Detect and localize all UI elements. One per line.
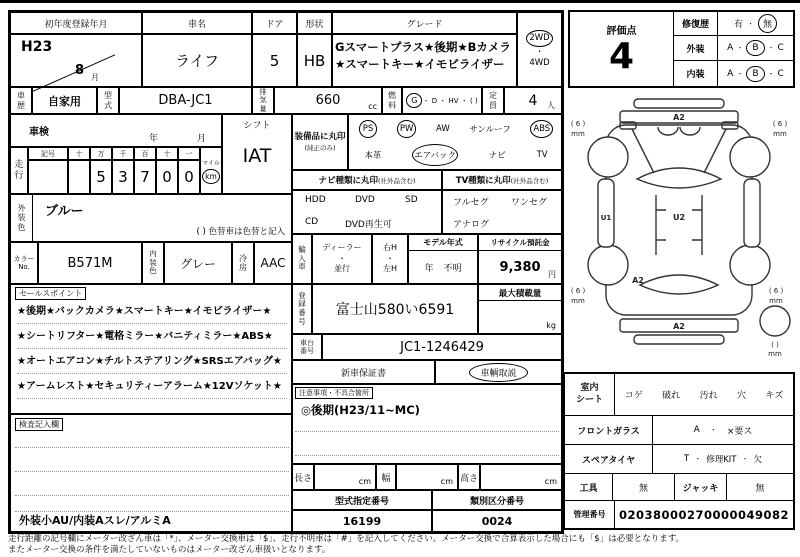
tv-oneseg: ワンセグ <box>511 198 548 208</box>
navi-dvdplay: DVD再生可 <box>345 220 392 230</box>
tire-depth-front-right: ( 6 ) <box>772 120 788 128</box>
mileage-col-ju2: 十 <box>156 147 178 160</box>
model-code: DBA-JC1 <box>119 87 252 114</box>
navi-hdd: HDD <box>305 195 326 205</box>
jack-value: 無 <box>755 483 765 494</box>
notes-box <box>292 384 562 464</box>
inspection-expiry-cell: 車検 年 月 <box>10 114 222 147</box>
exterior-grade-value: A ・ B ・ C <box>718 36 793 60</box>
interior-grade-label: 内装 <box>674 61 718 86</box>
seat-yabure: 破れ <box>662 391 681 401</box>
fuel-gasoline: G <box>406 93 422 108</box>
spare-tire-row <box>565 445 793 474</box>
chassis-no-label: 車台番号 <box>292 334 322 360</box>
import-label: 輸入車 <box>292 234 312 284</box>
type-designation-label: 型式指定番号 <box>292 490 432 510</box>
drive-separator: ・ <box>535 47 544 57</box>
yen-unit: 円 <box>548 270 556 279</box>
equip-navi: ナビ <box>488 151 506 161</box>
equip-ps: PS <box>359 120 378 138</box>
max-load-cell <box>478 284 562 334</box>
jack-label: ジャッキ <box>675 474 727 500</box>
class-code-no: 0024 <box>432 510 562 532</box>
import-handle-cell: 右H ・ 左H <box>372 234 408 284</box>
width-value <box>396 464 458 490</box>
seat-kizu: キズ <box>765 391 784 401</box>
import-dealer-cell: ディーラー ・ 並行 <box>312 234 372 284</box>
registration-no-value: 富士山580い6591 <box>312 284 478 334</box>
fuel-value <box>402 87 482 114</box>
svg-text:mm: mm <box>571 130 585 138</box>
reg-month: 8 <box>75 63 85 78</box>
spare-tire-depth: ( ) <box>771 341 779 349</box>
mileage-col-ju1: 十 <box>68 147 90 160</box>
history-label: 車歴 <box>10 87 32 114</box>
equipment-label-cell <box>292 114 348 170</box>
grade-value: Gスマートプラス★後期★Bカメラ★スマートキー★イモビライザー <box>332 34 517 87</box>
door-count: 5 <box>252 34 297 87</box>
equip-tv: TV <box>536 150 548 160</box>
reg-year: H23 <box>21 39 53 55</box>
chassis-no-value: JC1-1246429 <box>322 334 562 360</box>
displacement-value: 660 cc <box>274 87 382 114</box>
navi-type-header: ナビ種類に丸印 (社外品含む) <box>292 170 442 190</box>
tools-label: 工具 <box>565 474 613 500</box>
mileage-digit: 0 <box>178 160 200 194</box>
history-value: 自家用 <box>32 87 97 114</box>
inspection-month-label: 月 <box>197 134 207 144</box>
model-code-label: 型式 <box>97 87 119 114</box>
mile-label: マイル <box>202 159 220 167</box>
recycle-fee-cell <box>478 234 562 284</box>
tire-depth-rear-left: ( 6 ) <box>570 287 586 295</box>
sales-line: ★後期★バックカメラ★スマートキー★イモビライザー★ <box>17 299 287 324</box>
recycle-fee-value: 9,380 <box>499 259 541 275</box>
length-value <box>314 464 376 490</box>
length-label: 長さ <box>292 464 314 490</box>
score-value: 4 <box>608 35 635 77</box>
svg-text:mm: mm <box>768 350 782 358</box>
displacement-unit: cc <box>368 102 377 111</box>
equip-abs: ABS <box>530 120 553 138</box>
capacity-label: 定員 <box>482 87 504 114</box>
navi-type-items <box>292 190 442 234</box>
cm-unit: cm <box>358 477 371 486</box>
height-label: 高さ <box>458 464 480 490</box>
seat-yogore: 汚れ <box>699 391 718 401</box>
mileage-ju1-value <box>68 160 90 194</box>
exterior-grade-label: 外装 <box>674 36 718 60</box>
max-load-label: 最大積載量 <box>479 285 561 301</box>
color-no-value: B571M <box>38 242 142 284</box>
fuel-options: ・ D ・ HV ・ ( ) <box>422 96 478 105</box>
svg-text:mm: mm <box>773 130 787 138</box>
mileage-col-ichi: 一 <box>178 147 200 160</box>
sales-points-box <box>10 284 292 414</box>
mileage-digit: 3 <box>112 160 134 194</box>
svg-text:mm: mm <box>571 297 585 305</box>
interior-grade-value: A ・ B ・ C <box>718 61 793 86</box>
top-rule <box>0 0 800 3</box>
shift-cell <box>222 114 292 194</box>
cm-unit: cm <box>544 477 557 486</box>
equipment-sublabel: (純正のみ) <box>304 143 336 152</box>
height-value <box>480 464 562 490</box>
tools-value: 無 <box>613 474 675 500</box>
management-no-value: 02038000270000049082 <box>618 507 790 522</box>
capacity-unit: 人 <box>547 101 555 110</box>
car-top-view-icon <box>562 95 795 369</box>
main-sheet <box>8 10 564 534</box>
car-name: ライフ <box>142 34 252 87</box>
exterior-color-value: ブルー <box>45 204 84 219</box>
new-car-warranty: 新車保証書 <box>292 360 435 384</box>
seat-label: 室内 シート <box>565 374 615 415</box>
equip-pw: PW <box>397 120 417 138</box>
tv-type-items <box>442 190 562 234</box>
mileage-kigo-value <box>28 160 68 194</box>
svg-text:mm: mm <box>769 297 783 305</box>
damage-code-rear: A2 <box>673 322 685 331</box>
tv-analog: アナログ <box>453 220 490 230</box>
model-year-value: 不明 <box>443 263 462 274</box>
tv-type-header: TV種類に丸印 (社外品含む) <box>442 170 562 190</box>
vehicle-manual: 車輌取説 <box>469 363 527 382</box>
exterior-grade-b-selected: B <box>746 40 764 56</box>
color-change-note: ( ) 色替車は色替と記入 <box>196 227 285 237</box>
spare-tire-label: スペアタイヤ <box>565 445 653 473</box>
mileage-digit: 0 <box>156 160 178 194</box>
fuel-label: 燃料 <box>382 87 402 114</box>
equip-leather: 本革 <box>364 151 382 161</box>
recycle-fee-label: リサイクル預託金 <box>479 235 561 251</box>
seat-ana: 穴 <box>737 391 747 401</box>
interior-color-label: 内装色 <box>142 242 164 284</box>
registration-no-label: 登録番号 <box>292 284 312 334</box>
mileage-digit: 7 <box>134 160 156 194</box>
reg-month-suffix: 月 <box>91 73 99 82</box>
sales-line: ★シートリフター★電格ミラー★バニティミラー★ABS★ <box>17 324 287 349</box>
tire-depth-rear-right: ( 6 ) <box>768 287 784 295</box>
tools-row <box>565 474 793 501</box>
inspection-year-label: 年 <box>149 134 159 144</box>
model-year-cell <box>408 234 478 284</box>
score-label: 評価点 <box>606 25 637 37</box>
mileage-digit: 5 <box>90 160 112 194</box>
score-cell <box>570 12 674 86</box>
model-year-label: モデル年式 <box>409 235 477 251</box>
equipment-label: 装備品に丸印 <box>294 132 346 143</box>
condition-table <box>563 372 795 530</box>
equip-sunroof: サンルーフ <box>469 125 511 135</box>
footer-notes <box>8 534 796 557</box>
seat-koge: コゲ <box>624 391 643 401</box>
interior-color-value: グレー <box>164 242 232 284</box>
equip-airbag: エアバック <box>412 144 458 166</box>
car-damage-diagram <box>562 95 795 369</box>
model-year-year: 年 <box>424 263 434 274</box>
grade-header: グレード <box>332 12 517 34</box>
capacity-value: 4 人 <box>504 87 562 114</box>
mileage-col-hyaku: 百 <box>134 147 156 160</box>
mileage-unit-cell <box>200 147 222 194</box>
width-label: 幅 <box>376 464 396 490</box>
evaluation-box <box>568 10 795 88</box>
navi-cd: CD <box>305 217 319 227</box>
damage-code-front: A2 <box>673 113 685 122</box>
seat-condition-row <box>565 374 793 416</box>
navi-dvd: DVD <box>355 195 375 205</box>
mileage-col-man: 万 <box>90 147 112 160</box>
windshield-label: フロントガラス <box>565 416 653 444</box>
interior-grade-b-selected: B <box>746 66 764 82</box>
door-header: ドア <box>252 12 297 34</box>
management-no-row <box>565 501 793 528</box>
mileage-col-kigo: 記号 <box>28 147 68 160</box>
drive-type-cell <box>517 12 562 87</box>
type-designation-no: 16199 <box>292 510 432 532</box>
ac-value: AAC <box>254 242 292 284</box>
footer-line-2: またメーター交換の条件を満たしていないものはメーター改ざん車扱いとなります。 <box>8 545 331 556</box>
kg-unit: kg <box>546 321 556 330</box>
body-shape: HB <box>297 34 332 87</box>
first-registration-header: 初年度登録年月 <box>10 12 142 34</box>
tire-depth-front-left: ( 6 ) <box>570 120 586 128</box>
footer-line-1: 走行距離の記号欄にメーター改ざん車は「*」、メーター交換車は「$」、走行不明車は「#」を記入してください。メーター交換で合算表示した場合にも「$」は必要となります。 <box>8 534 685 544</box>
sales-line: ★アームレスト★セキュリティーアラーム★12Vソケット★ <box>17 374 287 399</box>
ac-label: 冷房 <box>232 242 254 284</box>
equipment-items-cell <box>348 114 562 170</box>
drive-2wd: 2WD <box>526 30 552 47</box>
first-registration-cell <box>10 34 142 87</box>
damage-code-underbody: U2 <box>672 213 686 222</box>
shift-label: シフト <box>243 121 271 131</box>
management-no-label: 管理番号 <box>565 501 615 528</box>
notes-label: 注意事項・不具合箇所 <box>295 387 373 399</box>
exterior-color-label: 外装色 <box>17 204 26 232</box>
windshield-row <box>565 416 793 445</box>
sales-line: ★オートエアコン★チルトステアリング★SRSエアバッグ★ <box>17 349 287 374</box>
repair-history-value: 有 ・ 無 <box>718 12 793 35</box>
vehicle-manual-cell <box>435 360 562 384</box>
drive-4wd: 4WD <box>529 57 550 68</box>
inspector-note-text: 外装小AU/内装Aスレ/アルミA <box>19 514 171 527</box>
shift-value: IAT <box>242 145 272 167</box>
km-unit: km <box>202 169 220 184</box>
car-name-header: 車名 <box>142 12 252 34</box>
equip-aw: AW <box>435 124 450 134</box>
shape-header: 形状 <box>297 12 332 34</box>
inspector-notes-box <box>10 414 292 532</box>
tv-fullseg: フルセグ <box>453 198 489 208</box>
displacement-label: 排気量 <box>252 87 274 114</box>
inspector-notes-label: 検査記入欄 <box>15 418 63 431</box>
damage-code-left-side: U1 <box>600 214 612 222</box>
class-code-label: 類別区分番号 <box>432 490 562 510</box>
notes-value: ◎後期(H23/11~MC) <box>301 403 420 417</box>
mileage-label: 走行 <box>10 147 28 194</box>
repair-none-selected: 無 <box>758 14 777 33</box>
cm-unit: cm <box>440 477 453 486</box>
color-no-label: カラー No. <box>10 242 38 284</box>
damage-code-rear-left: A2 <box>632 276 644 285</box>
sales-points-label: セールスポイント <box>15 287 86 300</box>
spare-tire-value: T ・ 修理KIT ・ 欠 <box>684 454 762 465</box>
exterior-color-cell <box>10 194 292 242</box>
windshield-value: A ・ ×要ス <box>693 425 753 437</box>
mileage-col-sen: 千 <box>112 147 134 160</box>
repair-history-label: 修復歴 <box>674 12 718 35</box>
navi-sd: SD <box>405 195 418 205</box>
